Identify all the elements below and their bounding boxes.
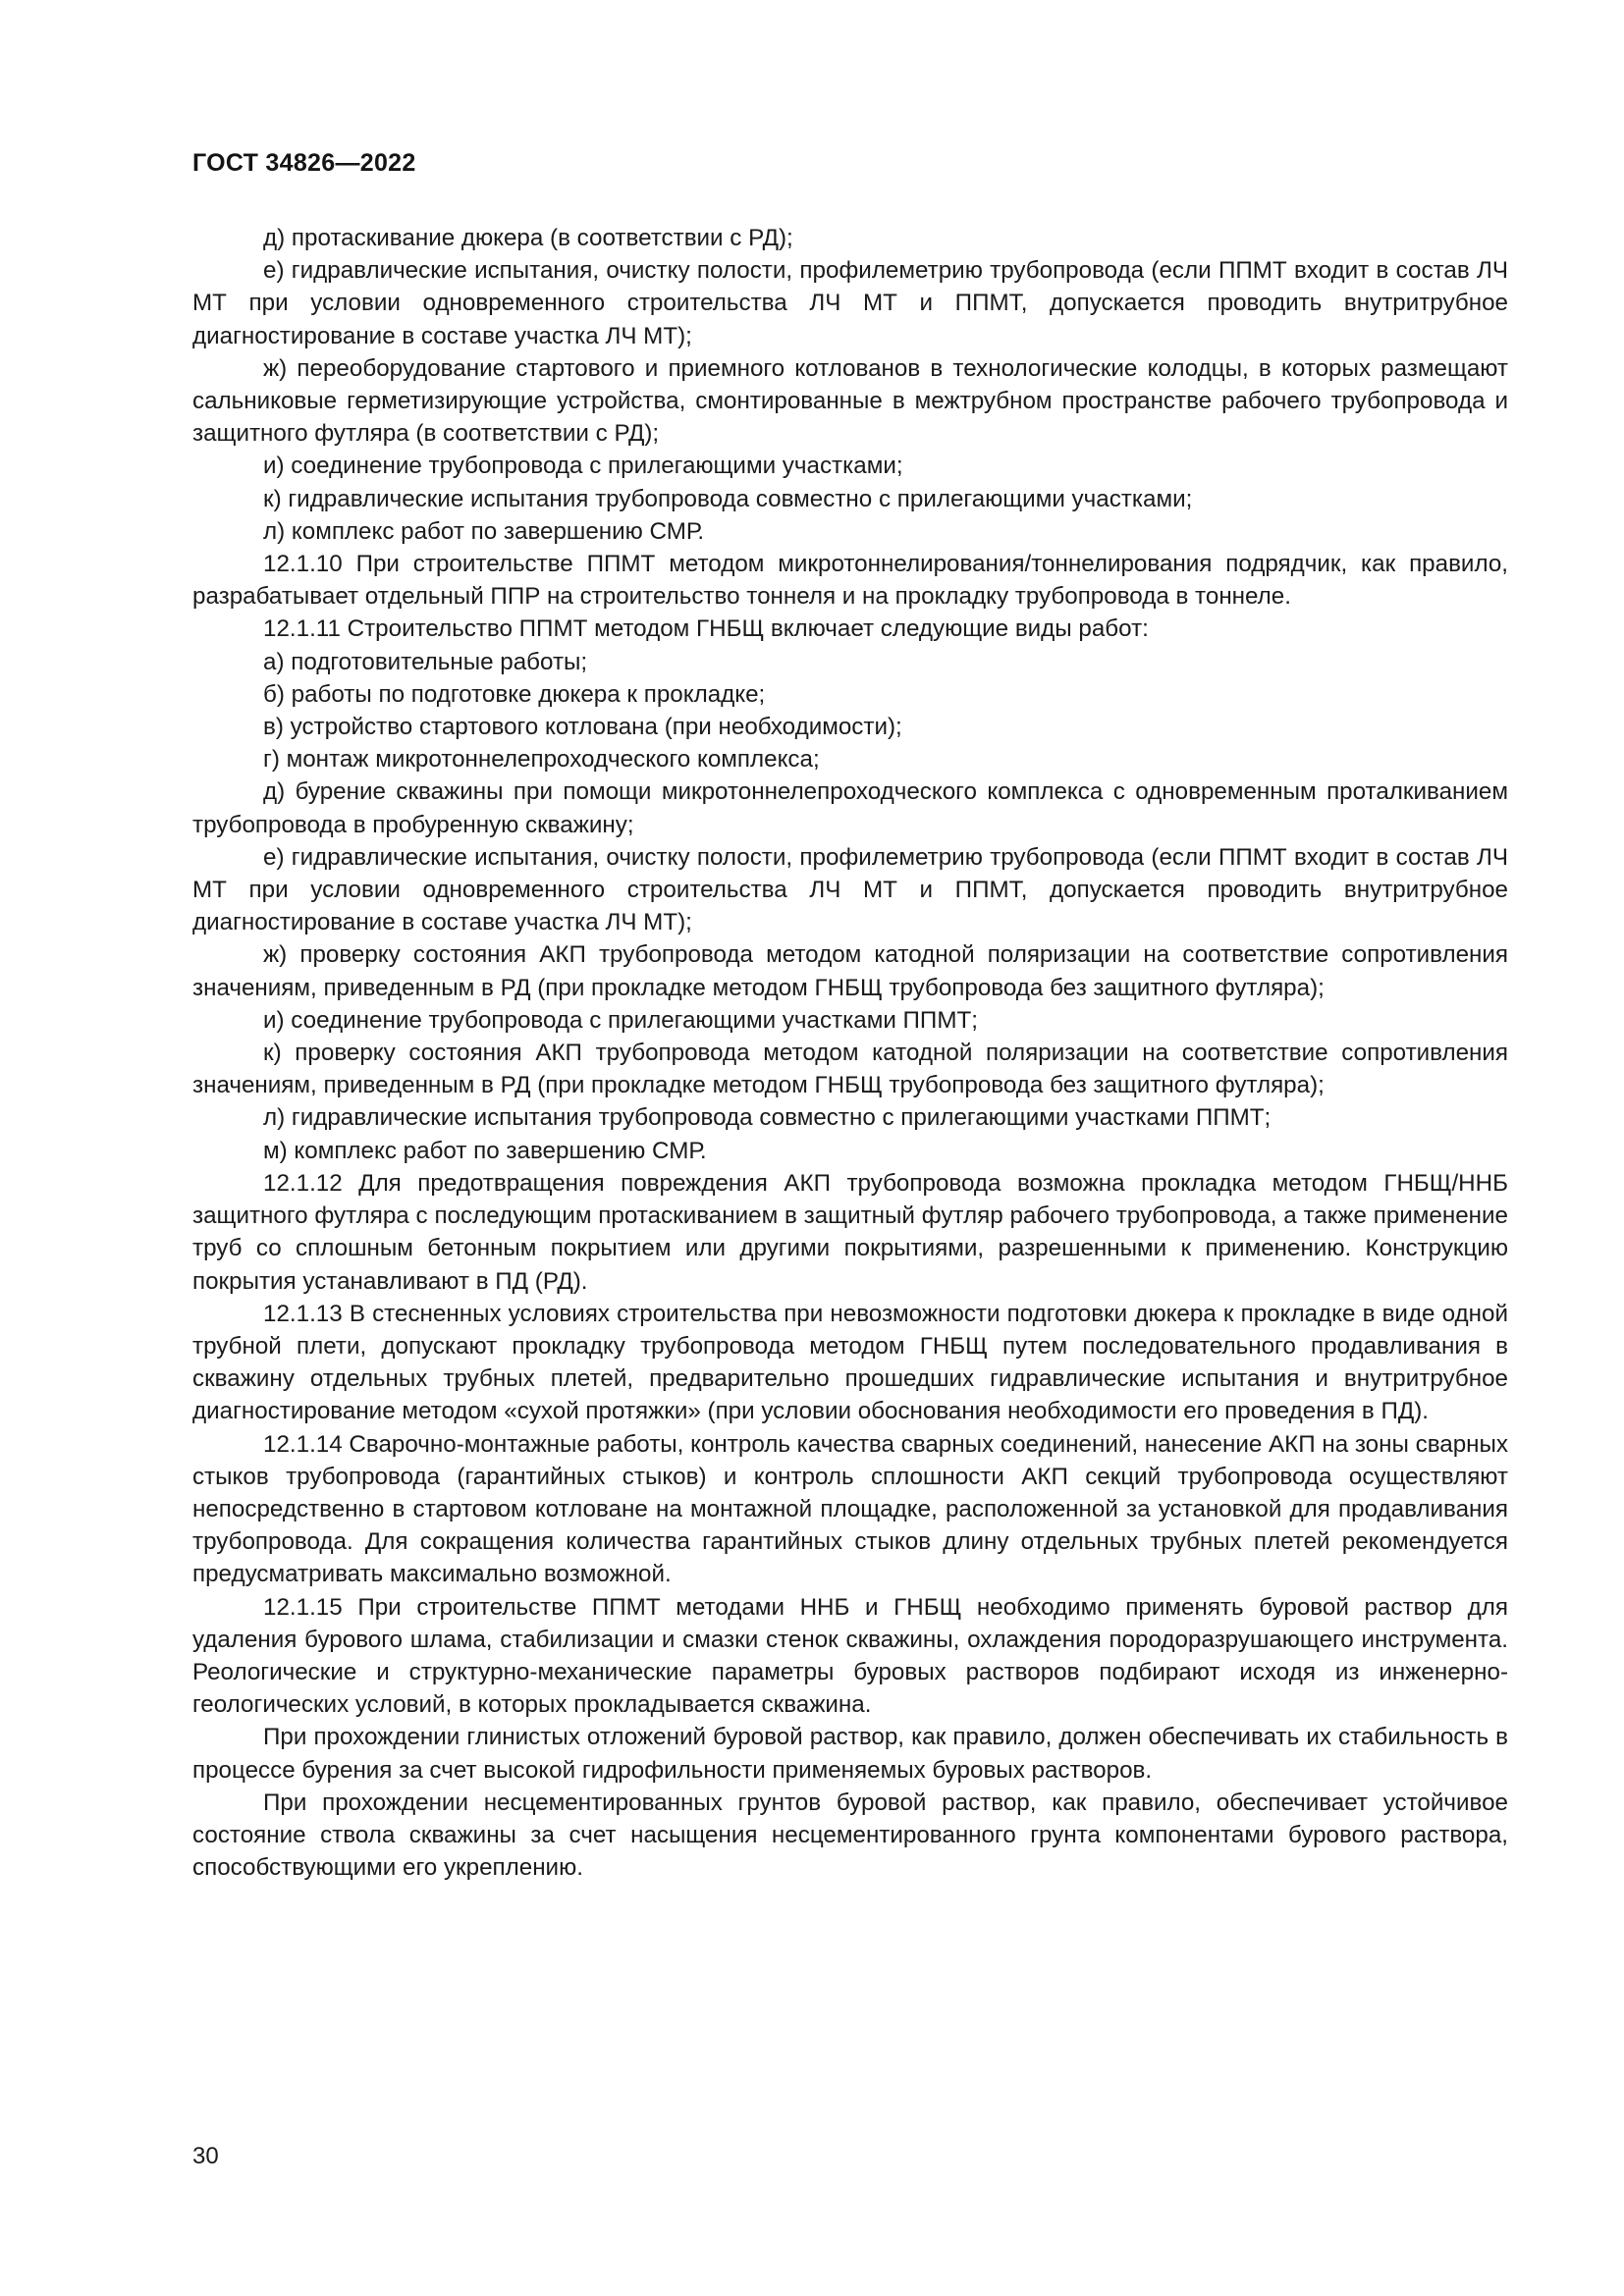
paragraph: При прохождении несцементированных грунтов буровой раствор, как правило, обеспечивает устойчивое состояние ствола скважины за счет насыщения несцементированного грунта компонентами бурового раствора, способствующими его укреплению. xyxy=(192,1789,1508,1882)
page-number: 30 xyxy=(192,2143,219,2169)
paragraph: 12.1.13 В стесненных условиях строительства при невозможности подготовки дюкера к прокладке в виде одной трубной плети, допускают прокладку трубопровода методом ГНБЩ путем последовательного продавливания в скважину отдельных трубных плетей, предварительно прошедших гидравлические испытания и внутритрубное диагностирование методом «сухой протяжки» (при условии обоснования необходимости его проведения в ПД). xyxy=(192,1300,1508,1425)
paragraph: в) устройство стартового котлована (при необходимости); xyxy=(263,714,902,741)
paragraph: б) работы по подготовке дюкера к прокладке; xyxy=(263,680,766,708)
paragraph: ж) проверку состояния АКП трубопровода методом катодной поляризации на соответствие сопротивления значениям, приведенным в РД (при прокладке методом ГНБЩ трубопровода без защитного футляра); xyxy=(192,941,1508,1001)
paragraph: 12.1.14 Сварочно-монтажные работы, контроль качества сварных соединений, нанесение АКП на зоны сварных стыков трубопровода (гарантийных стыков) и контроль сплошности АКП секций трубопровода осуществляют непосредственно в стартовом котловане на монтажной площадке, расположенной за установкой для продавливания трубопровода. Для сокращения количества гарантийных стыков длину отдельных трубных плетей рекомендуется предусматривать максимально возможной. xyxy=(192,1430,1509,1588)
paragraph: л) комплекс работ по завершению СМР. xyxy=(263,517,705,545)
paragraph: к) гидравлические испытания трубопровода совместно с прилегающими участками; xyxy=(263,485,1193,512)
paragraph: 12.1.15 При строительстве ППМТ методами ННБ и ГНБЩ необходимо применять буровой раствор для удаления бурового шлама, стабилизации и смазки стенок скважины, охлаждения породоразрушающего инструмента. Реологические и структурно-механические параметры буровых растворов подбирают исходя из инженерно-геологических условий, в которых прокладывается скважина. xyxy=(192,1593,1508,1719)
paragraph: м) комплекс работ по завершению СМР. xyxy=(263,1137,707,1164)
paragraph: л) гидравлические испытания трубопровода совместно с прилегающими участками ППМТ; xyxy=(263,1104,1272,1132)
paragraph: ж) переоборудование стартового и приемного котлованов в технологические колодцы, в которых размещают сальниковые герметизирующие устройства, смонтированные в межтрубном пространстве рабочего трубопровода и защитного футляра (в соответствии с РД); xyxy=(192,354,1508,448)
paragraph: а) подготовительные работы; xyxy=(263,648,588,675)
document-body xyxy=(192,222,1508,1884)
paragraph: и) соединение трубопровода с прилегающими участками ППМТ; xyxy=(263,1006,978,1034)
paragraph: 12.1.12 Для предотвращения повреждения АКП трубопровода возможна прокладка методом ГНБЩ/ННБ защитного футляра с последующим протаскиванием в защитный футляр рабочего трубопровода, а также применение труб со сплошным бетонным покрытием или другими покрытиями, разрешенными к применению. Конструкцию покрытия устанавливают в ПД (РД). xyxy=(192,1169,1508,1295)
paragraph: д) протаскивание дюкера (в соответствии с РД); xyxy=(263,225,793,251)
paragraph: г) монтаж микротоннелепроходческого комплекса; xyxy=(263,746,820,774)
document-code-header: ГОСТ 34826—2022 xyxy=(192,149,416,177)
paragraph: д) бурение скважины при помощи микротоннелепроходческого комплекса с одновременным проталкиванием трубопровода в пробуренную скважину; xyxy=(192,778,1508,838)
paragraph: к) проверку состояния АКП трубопровода методом катодной поляризации на соответствие сопротивления значениям, приведенным в РД (при прокладке методом ГНБЩ трубопровода без защитного футляра); xyxy=(192,1040,1508,1099)
paragraph: и) соединение трубопровода с прилегающими участками; xyxy=(263,453,903,480)
paragraph: 12.1.11 Строительство ППМТ методом ГНБЩ включает следующие виды работ: xyxy=(263,615,1149,643)
paragraph: е) гидравлические испытания, очистку полости, профилеметрию трубопровода (если ППМТ входит в состав ЛЧ МТ при условии одновременного строительства ЛЧ МТ и ППМТ, допускается проводить внутритрубное диагностирование в составе участка ЛЧ МТ); xyxy=(192,843,1508,936)
paragraph: При прохождении глинистых отложений буровой раствор, как правило, должен обеспечивать их стабильность в процессе бурения за счет высокой гидрофильности применяемых буровых растворов. xyxy=(192,1724,1508,1784)
paragraph: е) гидравлические испытания, очистку полости, профилеметрию трубопровода (если ППМТ входит в состав ЛЧ МТ при условии одновременного строительства ЛЧ МТ и ППМТ, допускается проводить внутритрубное диагностирование в составе участка ЛЧ МТ); xyxy=(192,257,1508,349)
paragraph: 12.1.10 При строительстве ППМТ методом микротоннелирования/тоннелирования подрядчик, как правило, разрабатывает отдельный ППР на строительство тоннеля и на прокладку трубопровода в тоннеле. xyxy=(192,551,1508,611)
